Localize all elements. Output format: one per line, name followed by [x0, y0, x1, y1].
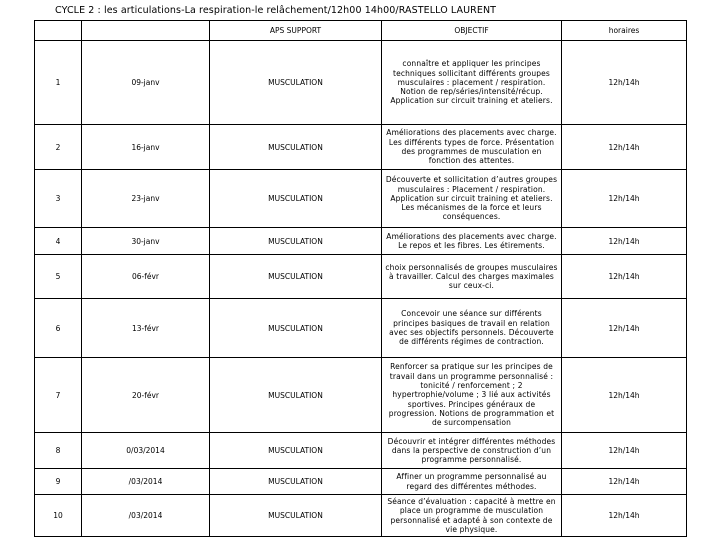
session-number: 9 [35, 469, 82, 495]
session-objective: Concevoir une séance sur différents principes basiques de travail en relation avec ses objectifs personnels. Découverte de différents régimes de contraction. [382, 299, 562, 358]
session-date: 13-févr [82, 299, 210, 358]
table-row [35, 170, 687, 228]
table-row [35, 299, 687, 358]
session-hours: 12h/14h [562, 433, 687, 469]
session-date: 06-févr [82, 255, 210, 299]
header-aps-support: APS SUPPORT [210, 21, 382, 41]
session-date: 23-janv [82, 170, 210, 228]
header-hours: horaires [562, 21, 687, 41]
session-date: 16-janv [82, 125, 210, 170]
session-number: 4 [35, 228, 82, 255]
session-number: 3 [35, 170, 82, 228]
table-row [35, 41, 687, 125]
table-row [35, 125, 687, 170]
session-date: 09-janv [82, 41, 210, 125]
header-date [82, 21, 210, 41]
session-date: 20-févr [82, 358, 210, 433]
document-title: CYCLE 2 : les articulations-La respiration-le relâchement/12h00 14h00/RASTELLO LAURENT [55, 5, 497, 16]
session-objective: choix personnalisés de groupes musculaires à travailler. Calcul des charges maximales sur ceux-ci. [382, 255, 562, 299]
table-header-row [35, 21, 687, 41]
session-hours: 12h/14h [562, 41, 687, 125]
session-support: MUSCULATION [210, 125, 382, 170]
session-objective: Améliorations des placements avec charge. Les différents types de force. Présentation des programmes de musculation en fonction des attentes. [382, 125, 562, 170]
session-support: MUSCULATION [210, 170, 382, 228]
session-support: MUSCULATION [210, 469, 382, 495]
session-date: 30-janv [82, 228, 210, 255]
session-schedule-table [34, 20, 687, 537]
session-date: 0/03/2014 [82, 433, 210, 469]
session-objective: Améliorations des placements avec charge. Le repos et les fibres. Les étirements. [382, 228, 562, 255]
session-hours: 12h/14h [562, 495, 687, 537]
table-row [35, 495, 687, 537]
session-support: MUSCULATION [210, 433, 382, 469]
session-support: MUSCULATION [210, 255, 382, 299]
header-session-number [35, 21, 82, 41]
table-row [35, 469, 687, 495]
session-hours: 12h/14h [562, 469, 687, 495]
session-objective: Découverte et sollicitation d’autres groupes musculaires : Placement / respiration. Application sur circuit training et ateliers. Les mécanismes de la force et leurs conséquences. [382, 170, 562, 228]
session-objective: Renforcer sa pratique sur les principes de travail dans un programme personnalisé : tonicité / renforcement ; 2 hypertrophie/volume ; 3 lié aux activités sportives. Principes généraux de progression. Notions de programmation et de surcompensation [382, 358, 562, 433]
session-support: MUSCULATION [210, 228, 382, 255]
table-row [35, 433, 687, 469]
session-objective: connaître et appliquer les principes techniques sollicitant différents groupes musculaires : placement / respiration. Notion de rep/séries/intensité/récup. Application sur circuit training et ateliers. [382, 41, 562, 125]
session-number: 10 [35, 495, 82, 537]
table-row [35, 358, 687, 433]
session-number: 2 [35, 125, 82, 170]
session-number: 8 [35, 433, 82, 469]
session-hours: 12h/14h [562, 125, 687, 170]
session-number: 5 [35, 255, 82, 299]
session-number: 6 [35, 299, 82, 358]
session-objective: Découvrir et intégrer différentes méthodes dans la perspective de construction d’un programme personnalisé. [382, 433, 562, 469]
session-objective: Affiner un programme personnalisé au regard des différentes méthodes. [382, 469, 562, 495]
session-date: /03/2014 [82, 495, 210, 537]
header-objective: OBJECTIF [382, 21, 562, 41]
session-number: 1 [35, 41, 82, 125]
session-hours: 12h/14h [562, 358, 687, 433]
session-date: /03/2014 [82, 469, 210, 495]
table-row [35, 228, 687, 255]
session-hours: 12h/14h [562, 170, 687, 228]
table-row [35, 255, 687, 299]
session-hours: 12h/14h [562, 255, 687, 299]
session-objective: Séance d’évaluation : capacité à mettre en place un programme de musculation personnalisé et adapté à son contexte de vie physique. [382, 495, 562, 537]
session-hours: 12h/14h [562, 299, 687, 358]
session-number: 7 [35, 358, 82, 433]
session-support: MUSCULATION [210, 41, 382, 125]
session-hours: 12h/14h [562, 228, 687, 255]
session-support: MUSCULATION [210, 358, 382, 433]
session-support: MUSCULATION [210, 495, 382, 537]
session-support: MUSCULATION [210, 299, 382, 358]
